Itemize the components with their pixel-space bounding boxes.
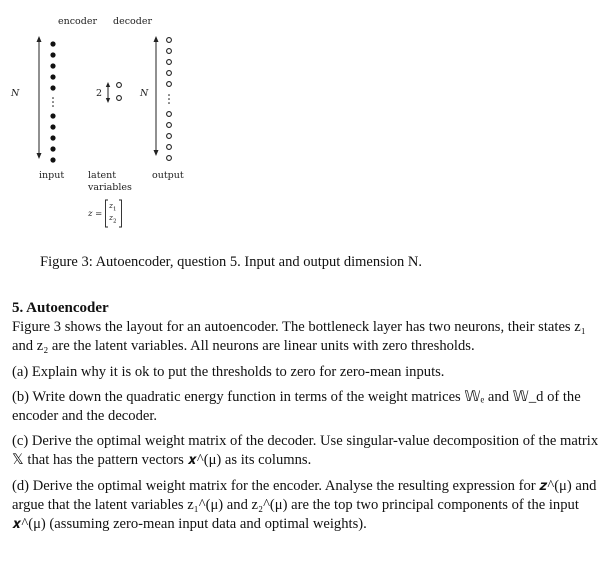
output-neuron — [167, 156, 172, 161]
z2-entry: $z_2$ — [109, 213, 117, 225]
output-neuron — [167, 82, 172, 87]
z1-entry: $z_1$ — [109, 201, 117, 213]
problem-heading: 5. Autoencoder — [12, 300, 109, 316]
part-text: Write down the quadratic energy function in terms of the weight matrices 𝕎ₑ and 𝕎_d of the encoder and the decoder. — [12, 388, 581, 425]
problem-part-b — [12, 388, 602, 426]
output-neuron — [167, 38, 172, 43]
input-neuron — [50, 135, 55, 140]
output-neuron — [167, 134, 172, 139]
part-text: Derive the optimal weight matrix for the encoder. Analyse the resulting expression for 𝒛^(μ) and argue that the latent variables z₁^(μ) and z₂^(μ) are the top two principal components of the input 𝒙^(μ) (assuming zero-mean input data and optimal weights). — [12, 477, 597, 533]
latent-label-line2: variables — [88, 182, 132, 193]
problem-part-c — [12, 432, 602, 470]
input-neuron — [50, 113, 55, 118]
output-neuron — [167, 60, 172, 65]
output-ellipsis — [168, 94, 170, 104]
output-neuron — [167, 145, 172, 150]
latent-neurons — [117, 83, 122, 101]
part-label: (d) — [12, 477, 30, 494]
part-label: (c) — [12, 433, 29, 450]
input-label: input — [39, 170, 65, 181]
problem-part-d — [12, 477, 602, 535]
decoder-label: decoder — [113, 16, 152, 27]
latent-neuron — [117, 96, 122, 101]
input-neuron — [50, 85, 55, 90]
z-equals: z = — [88, 209, 103, 219]
two-label: 2 — [96, 88, 103, 99]
part-text: Explain why it is ok to put the thresholds to zero for zero-mean inputs. — [31, 363, 445, 380]
input-neuron — [50, 74, 55, 79]
input-ellipsis — [52, 97, 54, 107]
output-label: output — [152, 170, 184, 181]
part-text: Derive the optimal weight matrix of the decoder. Use singular-value decomposition of the matrix 𝕏 that has the pattern vectors 𝒙^(μ) as its columns. — [12, 433, 599, 469]
input-neuron — [50, 124, 55, 129]
input-neuron — [50, 157, 55, 162]
input-neuron — [50, 52, 55, 57]
output-dimension-arrow — [154, 36, 159, 156]
encoder-label: encoder — [58, 16, 98, 27]
input-neurons — [50, 41, 55, 162]
output-neuron — [167, 71, 172, 76]
output-neurons — [167, 38, 172, 161]
problem-part-a — [12, 363, 602, 382]
latent-neuron — [117, 83, 122, 88]
problem-intro: Figure 3 shows the layout for an autoencoder. The bottleneck layer has two neurons, their states z₁ and z₂ are the latent variables. All neurons are linear units with zero thresholds. — [12, 319, 586, 355]
input-neuron — [50, 63, 55, 68]
network-diagram — [0, 0, 200, 175]
part-label: (a) — [12, 363, 29, 380]
input-neuron — [50, 146, 55, 151]
output-neuron — [167, 123, 172, 128]
output-neuron — [167, 112, 172, 117]
output-neuron — [167, 49, 172, 54]
n-left-label: N — [11, 88, 20, 99]
figure-caption: Figure 3: Autoencoder, question 5. Input and output dimension N. — [40, 254, 423, 270]
input-dimension-arrow — [37, 36, 42, 159]
n-right-label: N — [140, 88, 149, 99]
part-label: (b) — [12, 388, 30, 405]
latent-label-line1: latent — [88, 170, 117, 181]
problem-section — [12, 299, 602, 534]
input-neuron — [50, 41, 55, 46]
bottleneck-arrow — [106, 82, 110, 103]
